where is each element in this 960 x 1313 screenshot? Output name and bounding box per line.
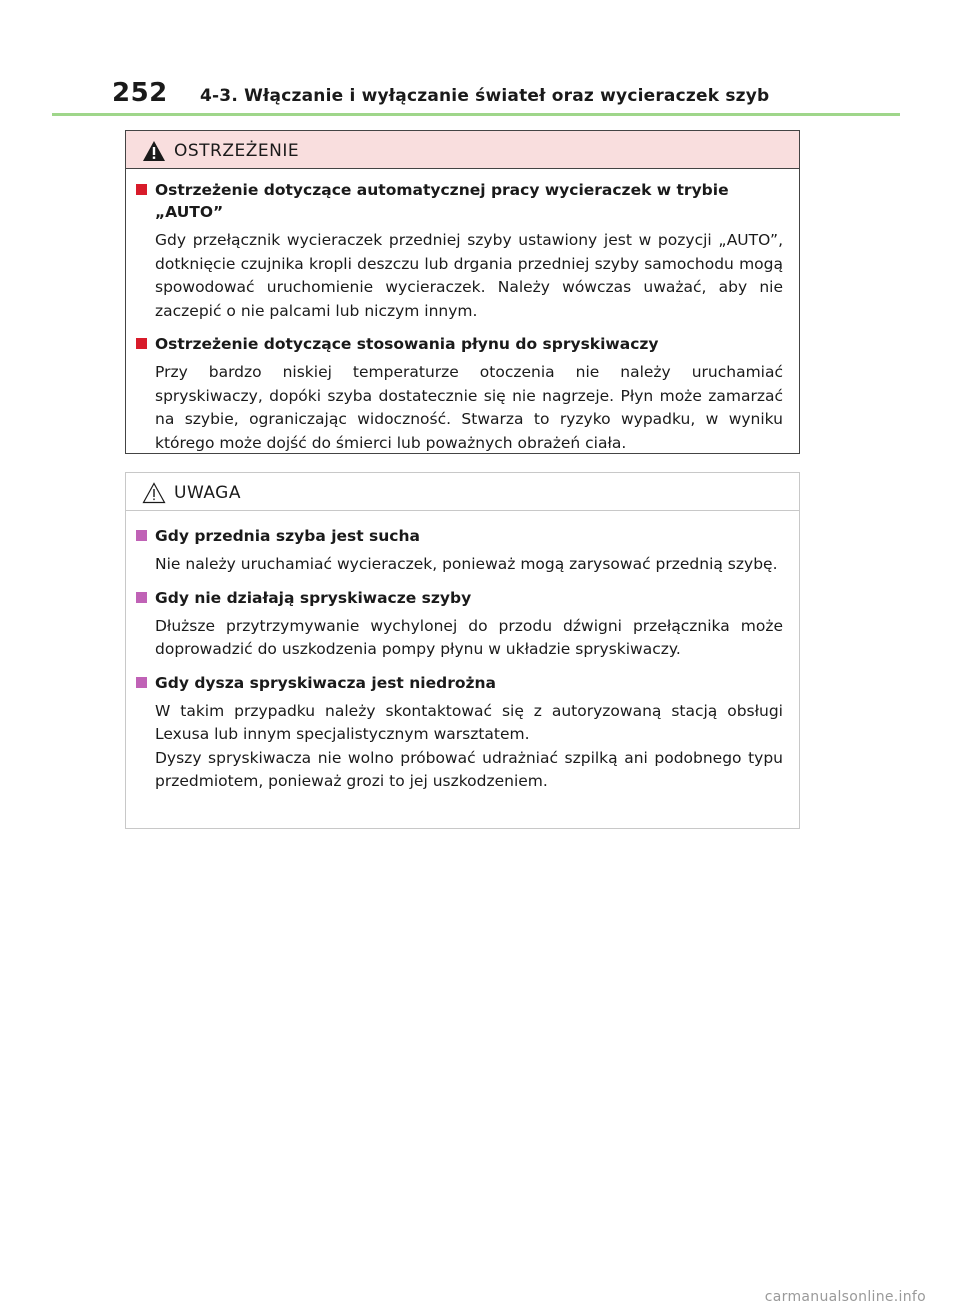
square-bullet-icon [136,184,147,195]
caution-item-title-text: Gdy dysza spryskiwacza jest niedrożna [155,673,496,692]
warning-item [132,179,783,323]
watermark: carmanualsonline.info [764,1289,926,1305]
warning-item-title [132,179,783,223]
warning-triangle-filled-icon [142,140,166,162]
paragraph: Gdy przełącznik wycieraczek przedniej szyby ustawiony jest w pozycji „AUTO”, dotknięcie czujnika kropli deszczu lub drgania przedniej szyby samochodu mogą spowodować uruchomienie wycieraczek. Należy wówczas uważać, aby nie zaczepić o nie palcami lub niczym innym. [155,231,783,320]
paragraph: Dyszy spryskiwacza nie wolno próbować udrażniać szpilką ani podobnego typu przedmiotem, ponieważ grozi to jej uszkodzeniem. [155,748,783,790]
square-bullet-icon [136,530,147,541]
caution-item-title [132,587,783,609]
warning-item-title-text: Ostrzeżenie dotyczące automatycznej pracy wycieraczek w trybie „AUTO” [155,181,729,221]
caution-item-text [155,700,783,794]
warning-item-title [132,333,783,355]
paragraph: Dłuższe przytrzymywanie wychylonej do przodu dźwigni przełącznika może doprowadzić do uszkodzenia pompy płynu w układzie spryskiwaczy. [155,616,783,658]
caution-item-title-text: Gdy przednia szyba jest sucha [155,527,420,545]
chapter-title: 4-3. Włączanie i wyłączanie świateł oraz wycieraczek szyb [200,86,770,106]
caution-item-title [132,525,783,547]
caution-item [132,587,783,662]
square-bullet-icon [136,592,147,603]
warning-item-text [155,361,783,455]
caution-item-title [132,672,783,694]
warning-item-text [155,229,783,323]
paragraph: Nie należy uruchamiać wycieraczek, ponieważ mogą zarysować przednią szybę. [155,555,778,573]
header-rule [52,113,900,116]
caution-item [132,525,783,577]
warning-body [126,169,799,455]
caution-box [125,472,800,829]
caution-item-text [155,615,783,662]
warning-box [125,130,800,454]
caution-item-text [155,553,783,577]
square-bullet-icon [136,677,147,688]
caution-body [126,511,799,794]
caution-header [126,473,799,511]
caution-item [132,672,783,794]
caution-item-title-text: Gdy nie działają spryskiwacze szyby [155,588,472,607]
paragraph: W takim przypadku należy skontaktować się z autoryzowaną stacją obsługi Lexusa lub innym specjalistycznym warsztatem. [155,701,783,743]
warning-header [126,131,799,169]
page-header [0,78,960,112]
warning-label: OSTRZEŻENIE [174,141,300,161]
caution-label: UWAGA [174,483,241,503]
warning-item-title-text: Ostrzeżenie dotyczące stosowania płynu do spryskiwaczy [155,335,659,353]
paragraph: Przy bardzo niskiej temperaturze otoczenia nie należy uruchamiać spryskiwaczy, dopóki szyba dostatecznie się nie nagrzeje. Płyn może zamarzać na szybie, ograniczając widoczność. Stwarza to ryzyko wypadku, w wyniku którego może dojść do śmierci lub poważnych obrażeń ciała. [155,363,783,452]
page-number: 252 [112,78,168,108]
warning-triangle-outline-icon [142,482,166,504]
warning-item [132,333,783,455]
square-bullet-icon [136,338,147,349]
